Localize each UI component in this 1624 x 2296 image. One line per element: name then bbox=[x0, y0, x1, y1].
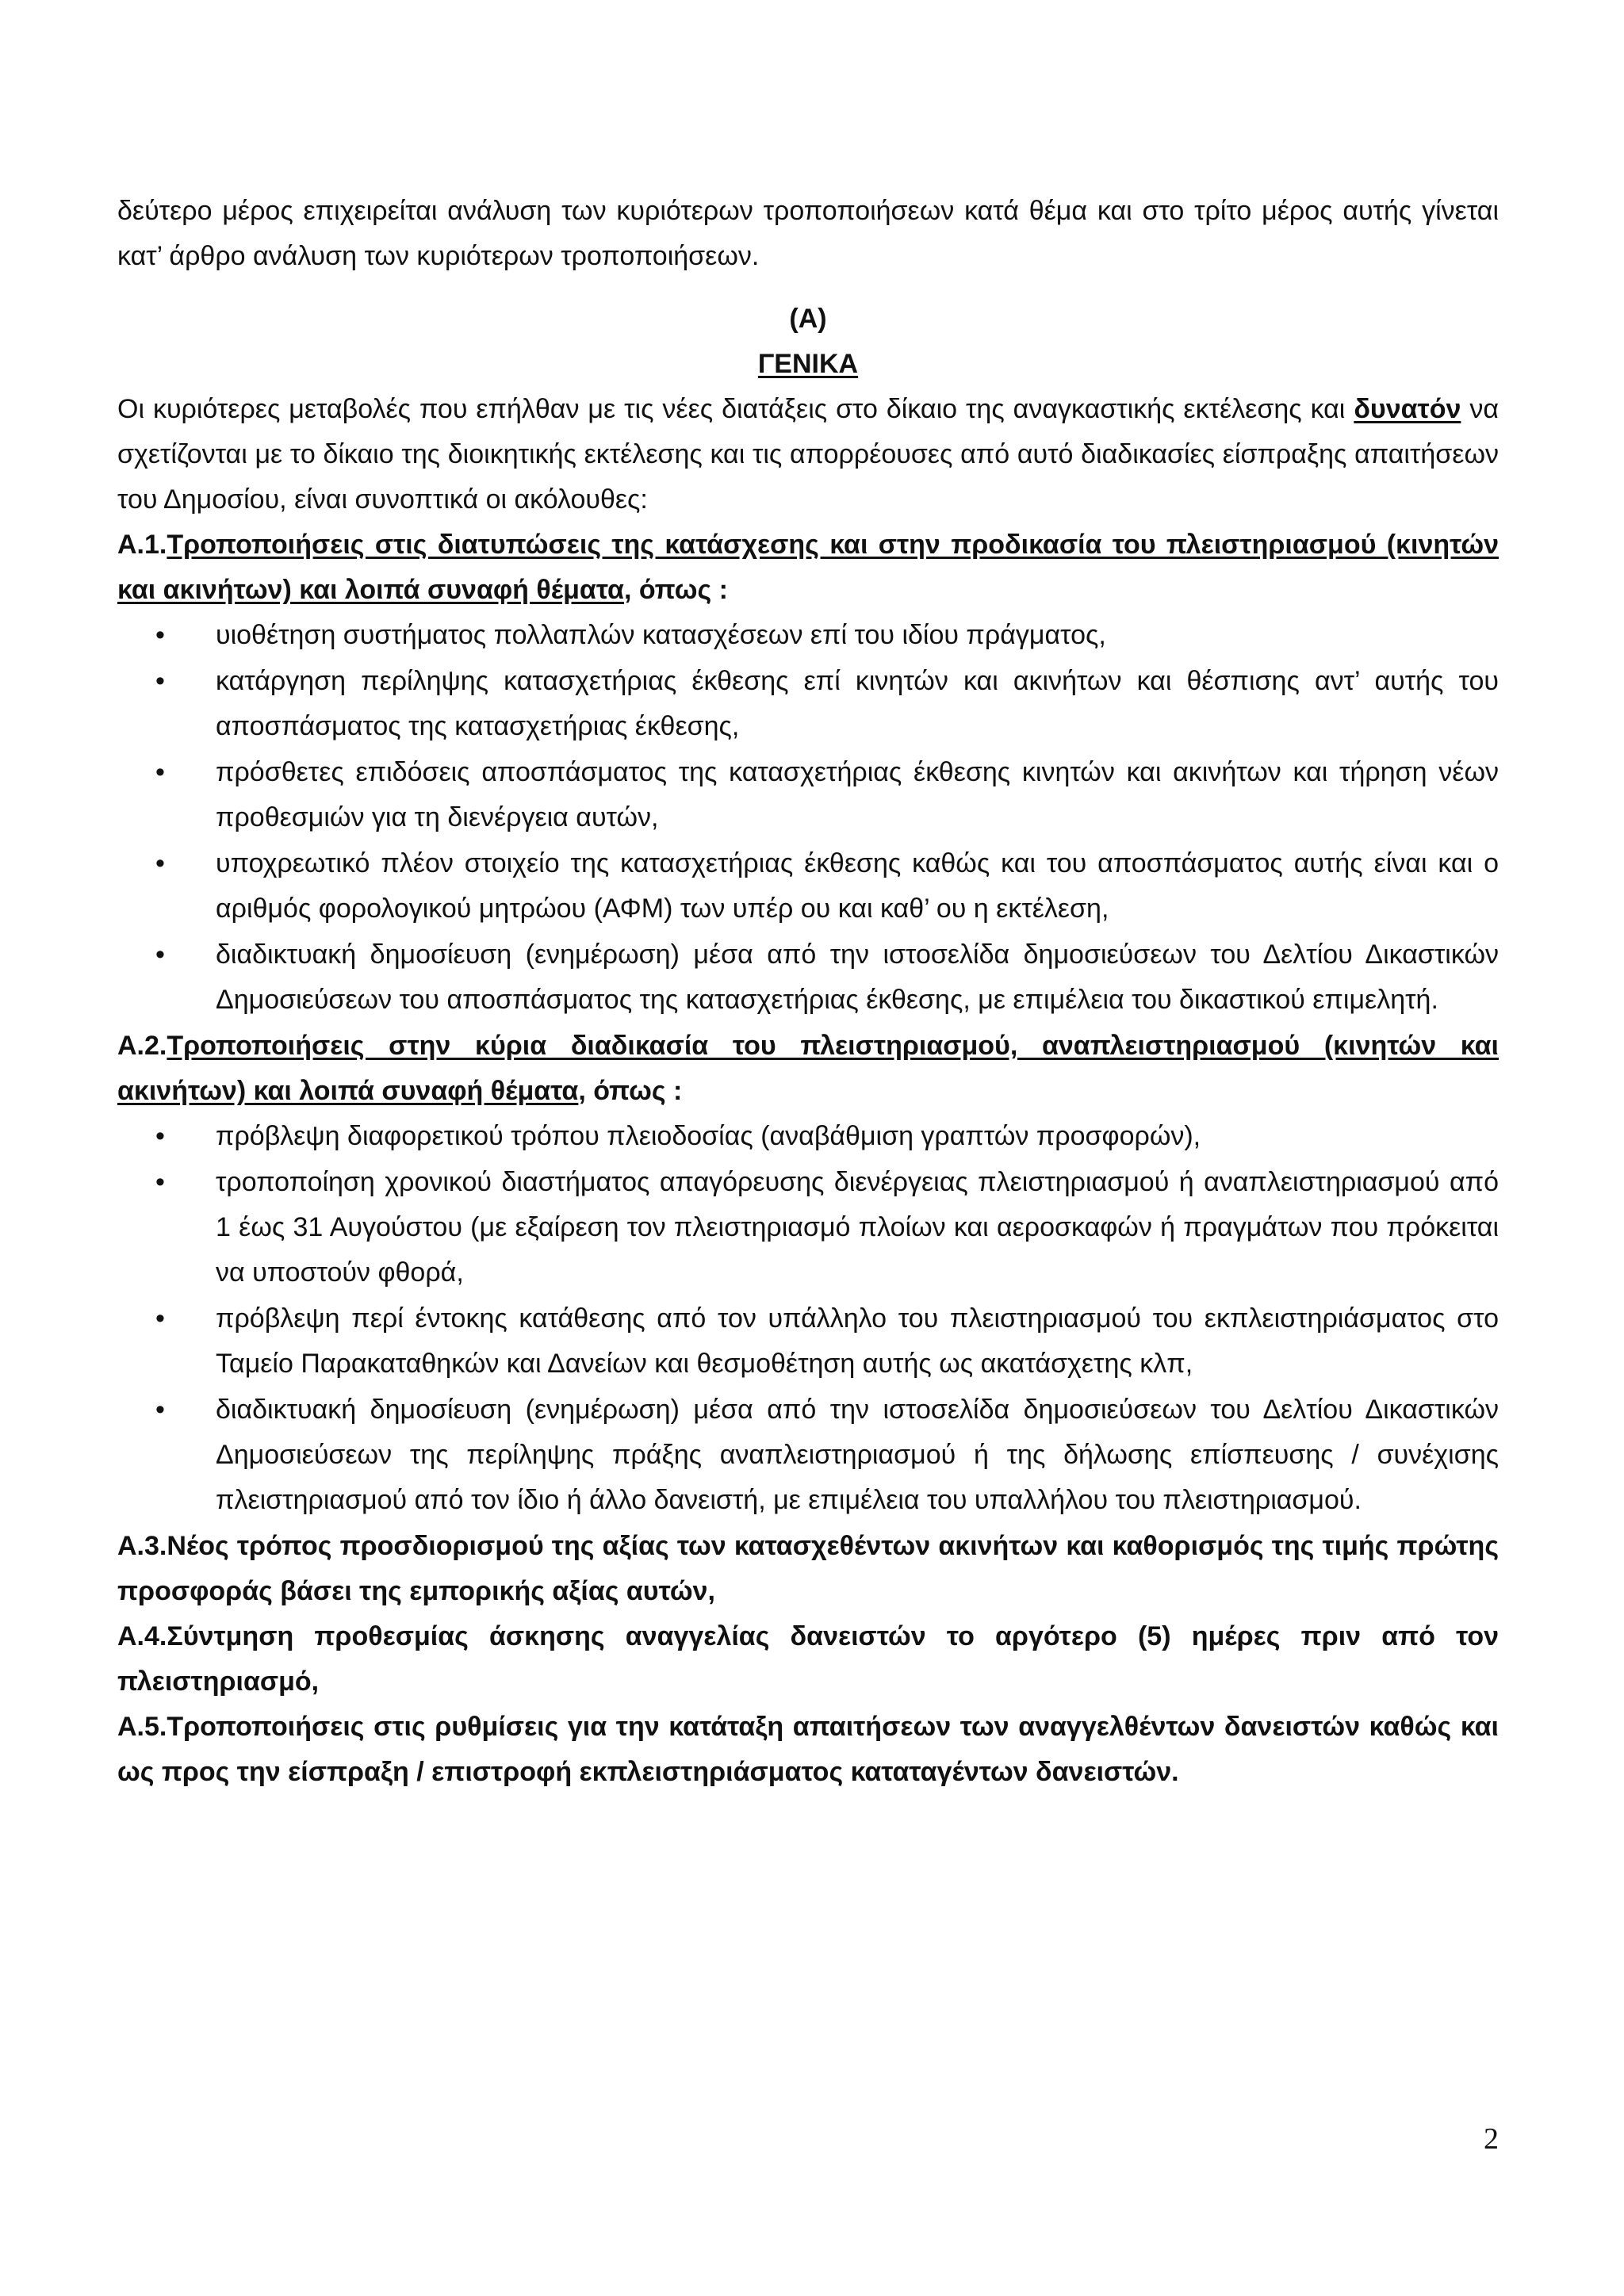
list-item bbox=[117, 841, 1499, 932]
section-heading-general: ΓΕΝΙΚΑ bbox=[757, 349, 859, 379]
list-item bbox=[117, 932, 1499, 1023]
list-item bbox=[117, 659, 1499, 749]
list-item-text: πρόβλεψη διαφορετικού τρόπου πλειοδοσίας (αναβάθμιση γραπτών προσφορών), bbox=[216, 1121, 1201, 1151]
subsection-a2-list bbox=[117, 1114, 1499, 1523]
subsection-a3: Α.3.Νέος τρόπος προσδιορισμού της αξίας των κατασχεθέντων ακινήτων και καθορισμός της τιμής πρώτης προσφοράς βάσει της εμπορικής αξίας αυτών, bbox=[117, 1531, 1499, 1606]
list-item bbox=[117, 613, 1499, 658]
list-item-text: διαδικτυακή δημοσίευση (ενημέρωση) μέσα από την ιστοσελίδα δημοσιεύσεων του Δελτίου Δικαστικών Δημοσιεύσεων του αποσπάσματος της κατασχετήριας έκθεσης, με επιμέλεια του δικαστικού επιμελητή. bbox=[216, 939, 1499, 1015]
bullet-icon: • bbox=[155, 939, 165, 970]
list-item bbox=[117, 1296, 1499, 1387]
bullet-icon: • bbox=[155, 757, 165, 787]
list-item-text: υποχρεωτικό πλέον στοιχείο της κατασχετήριας έκθεσης καθώς και του αποσπάσματος αυτής είναι και ο αριθμός φορολογικού μητρώου (ΑΦΜ) των υπέρ ου και καθ’ ου η εκτέλεση, bbox=[216, 848, 1499, 924]
subsection-a4: Α.4.Σύντμηση προθεσμίας άσκησης αναγγελίας δανειστών το αργότερο (5) ημέρες πριν από τον πλειστηριασμό, bbox=[117, 1621, 1499, 1697]
bullet-icon: • bbox=[155, 1395, 165, 1425]
subsection-a1-list bbox=[117, 613, 1499, 1023]
subsection-a2-title: Τροποποιήσεις στην κύρια διαδικασία του πλειστηριασμού, αναπλειστηριασμού (κινητών και ακινήτων) και λοιπά συναφή θέματα bbox=[117, 1031, 1499, 1106]
list-item-text: κατάργηση περίληψης κατασχετήριας έκθεσης επί κινητών και ακινήτων και θέσπισης αντ’ αυτής του αποσπάσματος της κατασχετήριας έκθεσης, bbox=[216, 666, 1499, 741]
subsection-a2-number: Α.2. bbox=[117, 1031, 167, 1061]
list-item bbox=[117, 750, 1499, 840]
subsection-a5: Α.5.Τροποποιήσεις στις ρυθμίσεις για την κατάταξη απαιτήσεων των αναγγελθέντων δανειστών καθώς και ως προς την είσπραξη / επιστροφή εκπλειστηριάσματος καταταγέντων δανειστών. bbox=[117, 1712, 1499, 1787]
section-heading-a: (Α) bbox=[789, 304, 827, 334]
bullet-icon: • bbox=[155, 1167, 165, 1197]
bullet-icon: • bbox=[155, 848, 165, 878]
bullet-icon: • bbox=[155, 1121, 165, 1151]
list-item-text: υιοθέτηση συστήματος πολλαπλών κατασχέσεων επί του ιδίου πράγματος, bbox=[216, 620, 1106, 650]
subsection-a2-suffix: , όπως : bbox=[578, 1076, 683, 1106]
intro-paragraph: δεύτερο μέρος επιχειρείται ανάλυση των κυριότερων τροποποιήσεων κατά θέμα και στο τρίτο μέρος αυτής γίνεται κατ’ άρθρο ανάλυση των κυριότερων τροποποιήσεων. bbox=[117, 196, 1499, 271]
list-item-text: πρόβλεψη περί έντοκης κατάθεσης από τον υπάλληλο του πλειστηριασμού του εκπλειστηριάσματος στο Ταμείο Παρακαταθηκών και Δανείων και θεσμοθέτηση αυτής ως ακατάσχετης κλπ, bbox=[216, 1303, 1499, 1379]
page-number: 2 bbox=[1484, 2122, 1499, 2156]
list-item bbox=[117, 1387, 1499, 1523]
subsection-a1-suffix: , όπως : bbox=[623, 575, 728, 605]
list-item-text: τροποποίηση χρονικού διαστήματος απαγόρευσης διενέργειας πλειστηριασμού ή αναπλειστηριασμού από 1 έως 31 Αυγούστου (με εξαίρεση τον πλειστηριασμό πλοίων και αεροσκαφών ή πραγμάτων που πρόκειται να υποστούν φθορά, bbox=[216, 1167, 1499, 1288]
subsection-a1-heading bbox=[117, 522, 1499, 613]
list-item-text: πρόσθετες επιδόσεις αποσπάσματος της κατασχετήριας έκθεσης κινητών και ακινήτων και τήρηση νέων προθεσμιών για τη διενέργεια αυτών, bbox=[216, 757, 1499, 832]
general-emphasis: δυνατόν bbox=[1354, 394, 1461, 424]
list-item-text: διαδικτυακή δημοσίευση (ενημέρωση) μέσα από την ιστοσελίδα δημοσιεύσεων του Δελτίου Δικαστικών Δημοσιεύσεων της περίληψης πράξης αναπλειστηριασμού ή της δήλωσης επίσπευσης / συνέχισης πλειστηριασμού από τον ίδιο ή άλλο δανειστή, με επιμέλεια του υπαλλήλου του πλειστηριασμού. bbox=[216, 1395, 1499, 1515]
document-body bbox=[117, 189, 1499, 1795]
list-item bbox=[117, 1114, 1499, 1159]
list-item bbox=[117, 1160, 1499, 1295]
subsection-a1-number: Α.1. bbox=[117, 530, 167, 560]
general-text-2: να σχετίζονται με το δίκαιο της διοικητικής εκτέλεσης και τις απορρέουσες από αυτό διαδικασίες είσπραξης απαιτήσεων του Δημοσίου, είναι συνοπτικά οι ακόλουθες: bbox=[117, 394, 1499, 515]
general-paragraph bbox=[117, 387, 1499, 522]
subsection-a1-title: Τροποποιήσεις στις διατυπώσεις της κατάσχεσης και στην προδικασία του πλειστηριασμού (κινητών και ακινήτων) και λοιπά συναφή θέματα bbox=[117, 530, 1499, 605]
general-text-1: Οι κυριότερες μεταβολές που επήλθαν με τις νέες διατάξεις στο δίκαιο της αναγκαστικής εκτέλεσης και bbox=[117, 394, 1346, 424]
bullet-icon: • bbox=[155, 620, 165, 650]
subsection-a2-heading bbox=[117, 1024, 1499, 1114]
bullet-icon: • bbox=[155, 1303, 165, 1334]
bullet-icon: • bbox=[155, 666, 165, 696]
